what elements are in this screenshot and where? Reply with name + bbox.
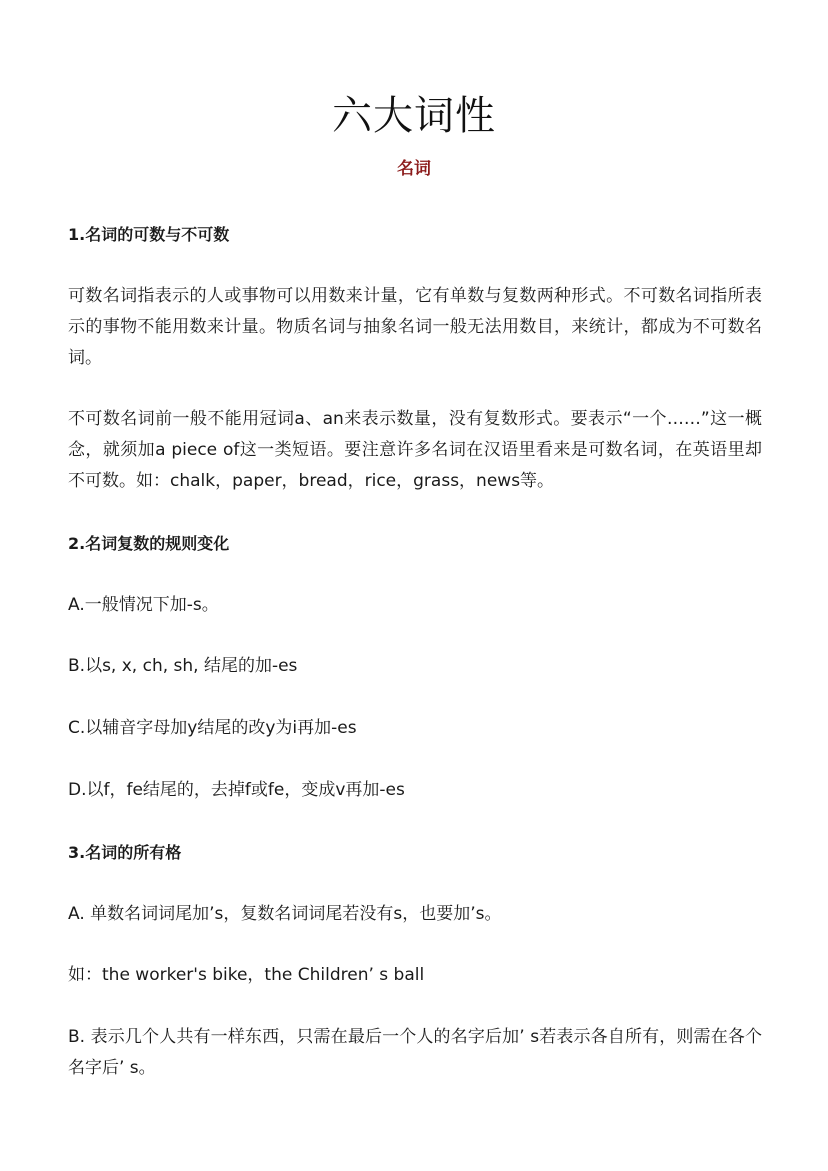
plural-rule-c: C.以辅音字母加y结尾的改y为i再加-es xyxy=(68,718,357,738)
paragraph-uncountable-usage: 不可数名词前一般不能用冠词a、an来表示数量，没有复数形式。要表示“一个……”这一概念，就须加a piece of这一类短语。要注意许多名词在汉语里看来是可数名词，在英语里却不可数。如：chalk，paper，bread，rice，grass，news等。 xyxy=(68,409,762,491)
paragraph-countable-definition: 可数名词指表示的人或事物可以用数来计量，它有单数与复数两种形式。不可数名词指所表示的事物不能用数来计量。物质名词与抽象名词一般无法用数目，来统计，都成为不可数名词。 xyxy=(68,286,762,368)
plural-rule-b: B.以s, x, ch, sh, 结尾的加-es xyxy=(68,656,298,676)
section-heading-countable: 1.名词的可数与不可数 xyxy=(68,225,230,244)
possessive-example: 如：the worker's bike，the Children’ s ball xyxy=(68,965,425,985)
plural-rule-d: D.以f，fe结尾的，去掉f或fe，变成v再加-es xyxy=(68,780,405,800)
possessive-rule-b: B. 表示几个人共有一样东西，只需在最后一个人的名字后加’ s若表示各自所有，则需在各个名字后’ s。 xyxy=(68,1027,762,1078)
document-title: 六大词性 xyxy=(332,93,496,139)
section-heading-possessive: 3.名词的所有格 xyxy=(68,843,182,862)
section-heading-plural-rules: 2.名词复数的规则变化 xyxy=(68,534,230,553)
document-subtitle: 名词 xyxy=(397,159,431,179)
possessive-rule-a: A. 单数名词词尾加’s，复数名词词尾若没有s，也要加’s。 xyxy=(68,904,502,924)
plural-rule-a: A.一般情况下加-s。 xyxy=(68,595,219,615)
